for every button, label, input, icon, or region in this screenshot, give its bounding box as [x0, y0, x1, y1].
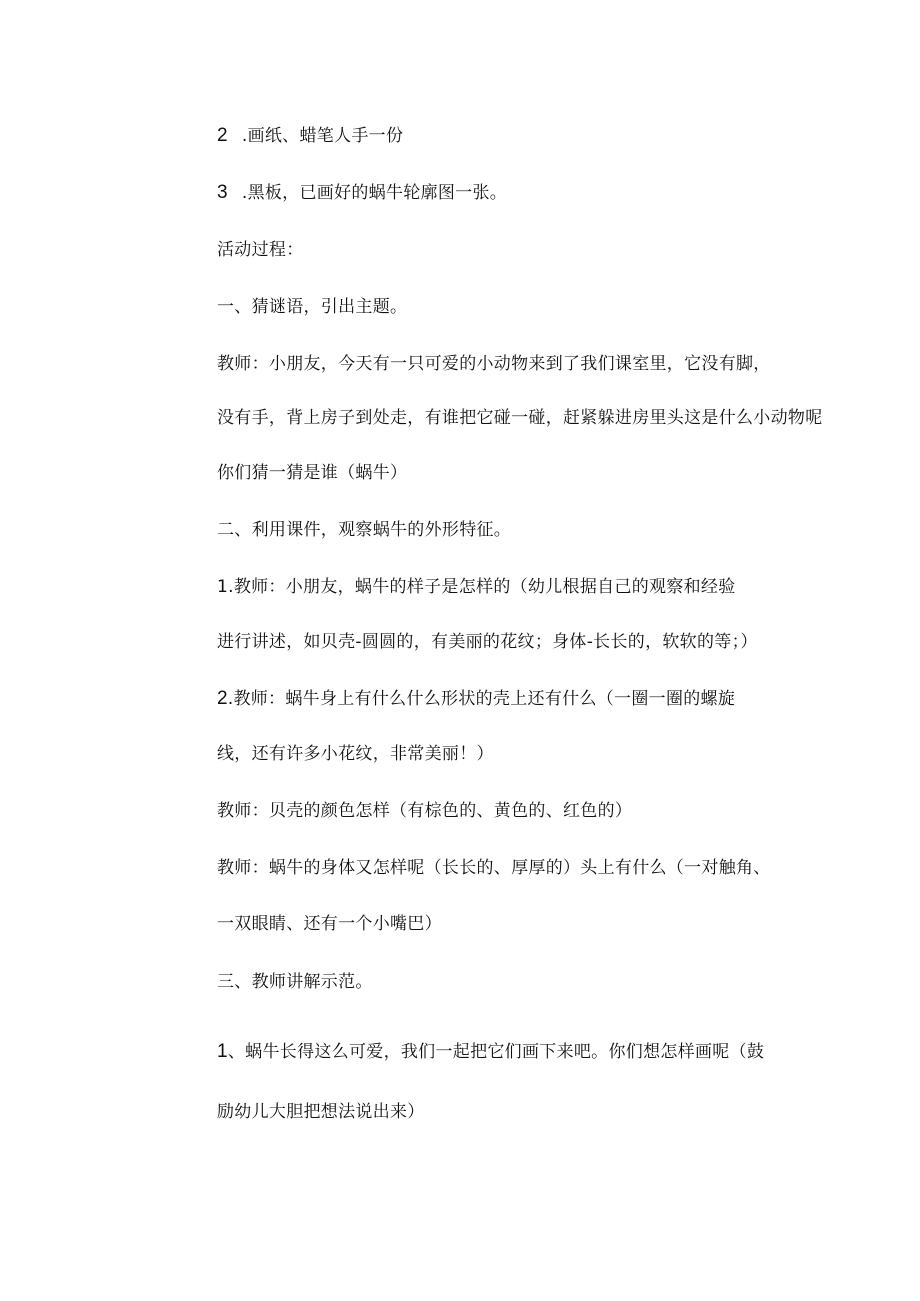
material-item-3-number: 3 [217, 182, 228, 203]
section2-paragraph-line: 进行讲述，如贝壳-圆圆的，有美丽的花纹；身体-长长的，软软的等；） [217, 632, 758, 652]
section2-paragraph-line: 教师：蜗牛的身体又怎样呢（长长的、厚厚的）头上有什么（一对触角、 [217, 858, 771, 878]
material-item-2-number: 2 [217, 125, 228, 146]
section3-paragraph-number: 1 [217, 1041, 228, 1062]
section3-paragraph-line: 励幼儿大胆把想法说出来） [217, 1102, 425, 1122]
section2-paragraph-line: 一双眼睛、还有一个小嘴巴） [217, 914, 442, 934]
section2-paragraph-2-line [217, 687, 735, 711]
section2-paragraph-line: 1.教师：小朋友，蜗牛的样子是怎样的（幼儿根据自己的观察和经验 [217, 577, 736, 597]
section2-paragraph-line: 线，还有许多小花纹，非常美丽！） [217, 744, 494, 764]
section2-heading: 二、利用课件，观察蜗牛的外形特征。 [217, 520, 512, 540]
section3-paragraph-line [217, 1040, 764, 1064]
material-item-3 [217, 181, 507, 205]
material-item-2 [217, 124, 403, 148]
section1-heading: 一、猜谜语，引出主题。 [217, 297, 408, 317]
section1-paragraph-line: 你们猜一猜是谁（蜗牛） [217, 463, 408, 483]
section1-paragraph-line: 没有手，背上房子到处走，有谁把它碰一碰，赶紧躲进房里头这是什么小动物呢 [217, 408, 823, 428]
section3-heading: 三、教师讲解示范。 [217, 972, 373, 992]
process-heading: 活动过程： [217, 240, 304, 260]
section2-paragraph-line: 教师：贝壳的颜色怎样（有棕色的、黄色的、红色的） [217, 801, 633, 821]
material-item-2-text: .画纸、蜡笔人手一份 [241, 126, 404, 146]
section2-paragraph-2-number: 2. [217, 688, 234, 709]
section3-paragraph-text: 、蜗牛长得这么可爱，我们一起把它们画下来吧。你们想怎样画呢（鼓 [227, 1042, 765, 1062]
material-item-3-text: .黑板，已画好的蜗牛轮廓图一张。 [241, 183, 508, 203]
section2-paragraph-2-text: 教师：蜗牛身上有什么什么形状的壳上还有什么（一圈一圈的螺旋 [233, 689, 736, 709]
section1-paragraph-line: 教师：小朋友，今天有一只可爱的小动物来到了我们课室里，它没有脚， [217, 354, 771, 374]
